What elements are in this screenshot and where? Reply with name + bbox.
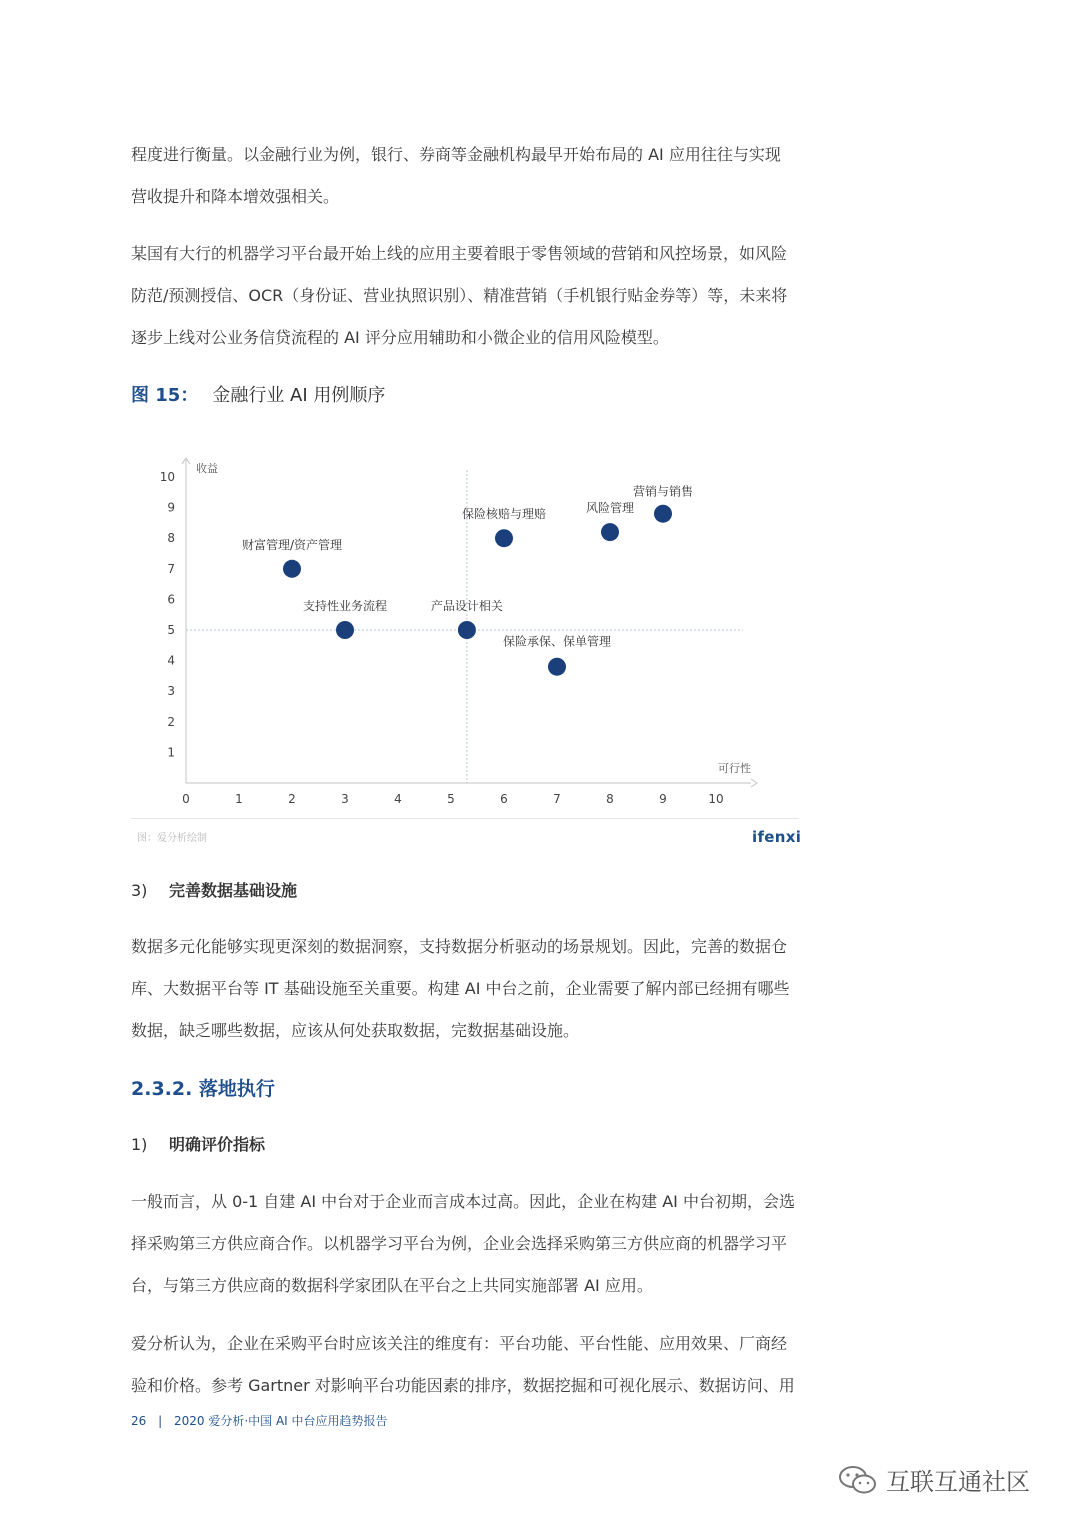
x-axis-arrow — [751, 779, 757, 787]
report-title: 2020 爱分析·中国 AI 中台应用趋势报告 — [173, 1414, 388, 1428]
data-point — [283, 560, 301, 578]
y-tick-label: 5 — [167, 623, 175, 637]
section-heading-data-infrastructure — [131, 878, 297, 901]
text-line: 择采购第三方供应商合作。以机器学习平台为例，企业会选择采购第三方供应商的机器学习平 — [131, 1234, 788, 1253]
section-heading-evaluation-metrics — [131, 1132, 265, 1155]
wechat-icon — [838, 1464, 878, 1496]
text-line: 营收提升和降本增效强相关。 — [131, 187, 340, 206]
data-point-label: 产品设计相关 — [430, 599, 503, 613]
data-point — [495, 529, 513, 547]
scatter-chart — [131, 440, 821, 820]
data-point-label: 保险承保、保单管理 — [502, 634, 612, 649]
y-tick-label: 8 — [167, 531, 175, 546]
text-line: 数据，缺乏哪些数据，应该从何处获取数据，完数据基础设施。 — [131, 1021, 580, 1040]
data-point — [654, 505, 672, 523]
y-tick-label: 3 — [167, 684, 175, 699]
x-tick-label: 3 — [341, 792, 349, 806]
y-tick-label: 6 — [167, 592, 175, 607]
section-number: 3) — [131, 881, 148, 900]
data-point-label: 财富管理/资产管理 — [241, 537, 343, 552]
x-tick-label: 9 — [659, 792, 667, 806]
text-line: 防范/预测授信、OCR（身份证、营业执照识别）、精准营销（手机银行贴金券等）等，未来将 — [131, 286, 788, 305]
y-tick-label: 10 — [159, 470, 175, 484]
y-axis-label: 收益 — [196, 462, 218, 475]
data-point — [336, 621, 354, 639]
data-point — [601, 523, 619, 541]
x-tick-label: 2 — [288, 792, 296, 806]
figure-source: 图：爱分析绘制 — [137, 833, 207, 844]
section-number: 1) — [131, 1135, 148, 1154]
data-point-label: 支持性业务流程 — [302, 599, 388, 613]
y-tick-label: 2 — [167, 714, 175, 729]
section-title: 明确评价指标 — [169, 1135, 266, 1154]
text-line: 台，与第三方供应商的数据科学家团队在平台之上共同实施部署 AI 应用。 — [131, 1276, 653, 1295]
data-point — [548, 658, 566, 676]
x-tick-label: 5 — [447, 792, 455, 806]
ifenxi-logo: ifenxi — [752, 828, 802, 846]
text-line: 库、大数据平台等 IT 基础设施至关重要。构建 AI 中台之前，企业需要了解内部已经拥有哪些 — [131, 979, 790, 998]
x-tick-label: 0 — [182, 792, 190, 806]
data-point — [458, 621, 476, 639]
y-tick-label: 1 — [167, 745, 175, 760]
chart-svg — [131, 440, 821, 820]
page-number: 26 — [131, 1414, 147, 1428]
page-footer — [131, 1412, 396, 1429]
text-line: 一般而言，从 0-1 自建 AI 中台对于企业而言成本过高。因此，企业在构建 AI 中台初期，会选 — [131, 1192, 795, 1211]
figure-title — [131, 381, 385, 407]
figure-number: 图 15： — [131, 385, 199, 406]
y-tick-label: 4 — [167, 653, 175, 668]
footer-separator: | — [158, 1414, 163, 1428]
x-tick-label: 8 — [606, 792, 614, 806]
x-tick-label: 10 — [708, 792, 724, 806]
data-point-label: 保险核赔与理赔 — [461, 507, 547, 522]
x-tick-label: 4 — [394, 792, 402, 806]
data-point-label: 风险管理 — [585, 501, 635, 516]
data-point-label: 营销与销售 — [632, 484, 694, 499]
x-tick-label: 6 — [500, 792, 508, 806]
section-title: 完善数据基础设施 — [169, 881, 298, 900]
watermark-text: 互联互通社区 — [886, 1468, 1030, 1496]
x-tick-label: 7 — [553, 792, 561, 806]
wechat-watermark — [838, 1462, 1030, 1497]
text-line: 逐步上线对公业务信贷流程的 AI 评分应用辅助和小微企业的信用风险模型。 — [131, 328, 669, 347]
text-line: 验和价格。参考 Gartner 对影响平台功能因素的排序，数据挖掘和可视化展示、数据访问、用 — [131, 1376, 795, 1395]
chart-divider — [131, 818, 799, 819]
y-tick-label: 7 — [167, 561, 175, 576]
text-line: 爱分析认为，企业在采购平台时应该关注的维度有：平台功能、平台性能、应用效果、厂商经 — [131, 1334, 788, 1353]
y-tick-label: 9 — [167, 500, 175, 515]
x-axis-label: 可行性 — [718, 762, 751, 775]
section-heading-implementation: 2.3.2. 落地执行 — [131, 1078, 275, 1100]
figure-caption: 金融行业 AI 用例顺序 — [212, 385, 386, 406]
text-line: 数据多元化能够实现更深刻的数据洞察，支持数据分析驱动的场景规划。因此，完善的数据仓 — [131, 937, 788, 956]
text-line: 程度进行衡量。以金融行业为例，银行、券商等金融机构最早开始布局的 AI 应用往往与实现 — [131, 145, 781, 164]
x-tick-label: 1 — [235, 792, 243, 806]
text-line: 某国有大行的机器学习平台最开始上线的应用主要着眼于零售领域的营销和风控场景，如风险 — [131, 244, 788, 263]
